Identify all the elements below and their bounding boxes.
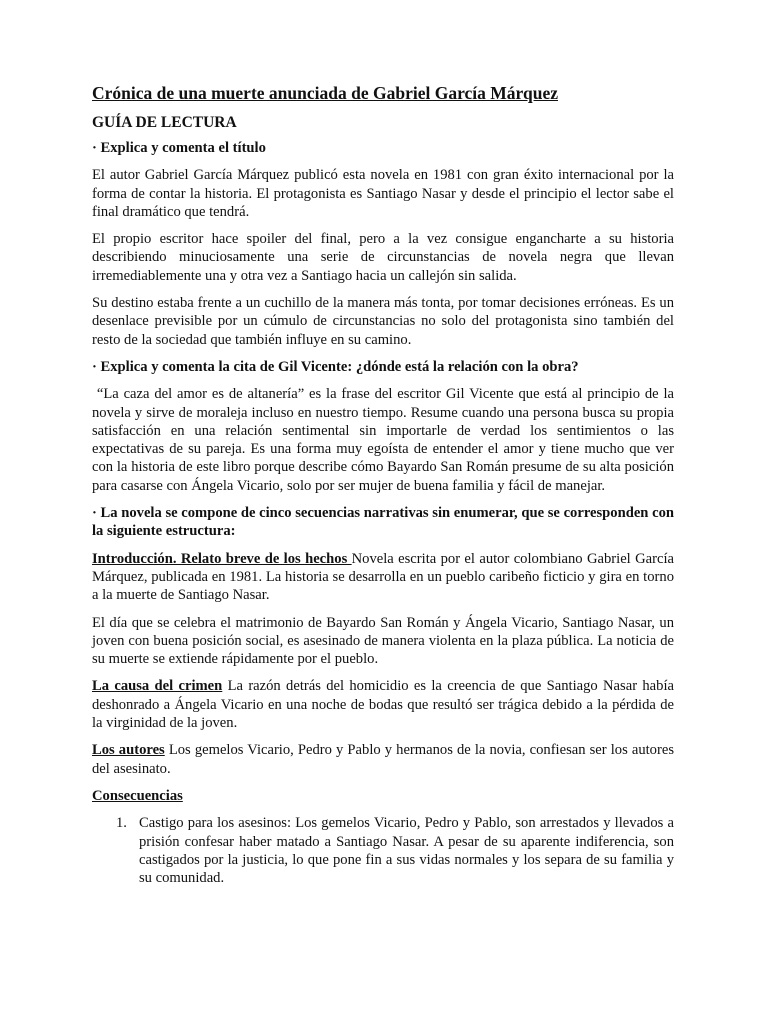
question-title: · Explica y comenta el título (92, 140, 266, 156)
cause-text: La razón detrás del homicidio es la creencia de que Santiago Nasar había deshonrado a Ángela Vicario en una noche de bodas que resultó ser trágica debido a la pérdida de la virginidad de la joven. (92, 678, 674, 732)
paragraph: El autor Gabriel García Márquez publicó esta novela en 1981 con gran éxito internacional por la forma de contar la historia. El protagonista es Santiago Nasar y desde el principio el lector sabe el final dramático que tendrá. (92, 167, 674, 220)
structure-authors (92, 741, 674, 778)
cause-lead: La causa del crimen (92, 678, 223, 695)
document-title: Crónica de una muerte anunciada de Gabriel García Márquez (92, 83, 558, 103)
paragraph-quote: “La caza del amor es de altanería” es la frase del escritor Gil Vicente que está al principio de la novela y sirve de moraleja incluso en nuestro tiempo. Resume cuando una persona busca su propia satisfacción en una relación sentimental sin importarle de verdad los sentimientos o las expectativas de su pareja. Es una forma muy egoísta de entender el amor y tiene mucho que ver con la historia de este libro porque describe cómo Bayardo San Román presume de su alta posición para casarse con Ángela Vicario, solo por ser mujer de buena familia y fácil de manejar. (92, 386, 678, 494)
document-subtitle: GUÍA DE LECTURA (92, 114, 237, 131)
paragraph: Su destino estaba frente a un cuchillo de la manera más tonta, por tomar decisiones erróneas. Es un desenlace previsible por un cúmulo de circunstancias no solo del protagonista sino también del resto de la sociedad que también influye en su camino. (92, 295, 674, 348)
introduction-text: Novela escrita por el autor colombiano Gabriel García Márquez, publicada en 1981. La historia se desarrolla en un pueblo caribeño ficticio y gira en torno a la muerte de Santiago Nasar. (92, 550, 674, 604)
paragraph: El propio escritor hace spoiler del final, pero a la vez consigue engancharte a su historia describiendo minuciosamente una serie de circunstancias de novela negra que llevan irremediablemente una y otra vez a Santiago hacia un callejón sin salida. (92, 231, 674, 284)
consequences-heading-row (92, 787, 674, 805)
structure-cause (92, 677, 674, 732)
list-item-number: 1. (116, 815, 127, 832)
introduction-lead: Introducción. Relato breve de los hechos (92, 550, 352, 567)
document-page (92, 82, 678, 887)
consequences-heading: Consecuencias (92, 787, 183, 804)
list-item (92, 814, 674, 887)
authors-text: Los gemelos Vicario, Pedro y Pablo y hermanos de la novia, confiesan ser los autores del asesinato. (92, 742, 674, 777)
question-gil-vicente: · Explica y comenta la cita de Gil Vicente: ¿dónde está la relación con la obra? (92, 358, 579, 375)
list-item-text: Castigo para los asesinos: Los gemelos Vicario, Pedro y Pablo, son arrestados y llevados a prisión confesar haber matado a Santiago Nasar. A pesar de su aparente indiferencia, son castigados por la justicia, lo que pone fin a sus vidas normales y los separa de su familia y su comunidad. (139, 815, 674, 887)
structure-wedding: El día que se celebra el matrimonio de Bayardo San Román y Ángela Vicario, Santiago Nasar, un joven con buena posición social, es asesinado de manera violenta en la plaza pública. La noticia de su muerte se extiende rápidamente por el pueblo. (92, 614, 674, 668)
question-structure: · La novela se compone de cinco secuencias narrativas sin enumerar, que se corresponden con la siguiente estructura: (92, 505, 674, 540)
structure-introduction (92, 550, 674, 605)
consequences-list (92, 814, 674, 887)
authors-lead: Los autores (92, 742, 165, 759)
